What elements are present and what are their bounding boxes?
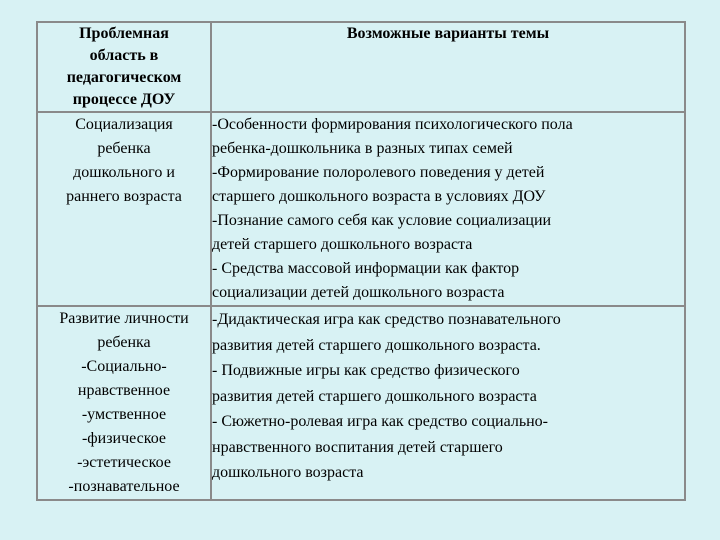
header-area-line: Проблемная (79, 25, 169, 42)
area-line: дошкольного и (73, 164, 175, 181)
topic-line: детей старшего дошкольного возраста (212, 236, 473, 253)
table-row (37, 306, 685, 500)
topic-line: развития детей старшего дошкольного возраста (212, 387, 537, 405)
topic-line: -Особенности формирования психологического пола (212, 116, 573, 133)
problem-area-cell (37, 306, 211, 500)
topic-line: дошкольного возраста (212, 464, 364, 481)
area-line: ребенка (97, 334, 151, 351)
topic-line: - Подвижные игры как средство физического (212, 362, 520, 379)
table-row (37, 112, 685, 306)
area-line: -физическое (81, 430, 167, 447)
area-line: Социализация (75, 116, 173, 133)
topic-line: -Познание самого себя как условие социализации (212, 212, 552, 229)
topics-table (36, 21, 686, 501)
area-line: Развитие личности (59, 310, 189, 327)
topic-options-cell (211, 306, 685, 500)
area-line: -эстетическое (77, 454, 171, 471)
area-line: -познавательное (68, 478, 180, 495)
topic-line: социализации детей дошкольного возраста (212, 284, 505, 301)
header-topics-label: Возможные варианты темы (346, 25, 550, 42)
area-line: -умственное (81, 406, 167, 423)
header-area-line: процессе ДОУ (72, 91, 176, 108)
topic-line: старшего дошкольного возраста в условиях ДОУ (212, 188, 546, 205)
area-line: нравственное (77, 382, 171, 399)
header-problem-area (37, 22, 211, 112)
area-line: ребенка (97, 140, 151, 157)
table-header-row (37, 22, 685, 112)
problem-area-cell (37, 112, 211, 306)
topic-line: -Формирование полоролевого поведения у детей (212, 164, 545, 181)
header-area-line: область в (89, 47, 159, 64)
topic-line: -Дидактическая игра как средство познавательного (212, 311, 561, 328)
header-area-line: педагогическом (66, 69, 182, 86)
area-line: раннего возраста (66, 188, 182, 205)
topic-line: развития детей старшего дошкольного возраста. (212, 336, 541, 354)
area-line: -Социально- (81, 358, 167, 375)
topic-line: - Сюжетно-ролевая игра как средство социально- (212, 413, 549, 430)
topic-line: ребенка-дошкольника в разных типах семей (212, 140, 513, 157)
topic-options-cell (211, 112, 685, 306)
header-topic-options (211, 22, 685, 112)
topic-line: нравственного воспитания детей старшего (212, 438, 503, 456)
topic-line: - Средства массовой информации как фактор (212, 260, 520, 277)
